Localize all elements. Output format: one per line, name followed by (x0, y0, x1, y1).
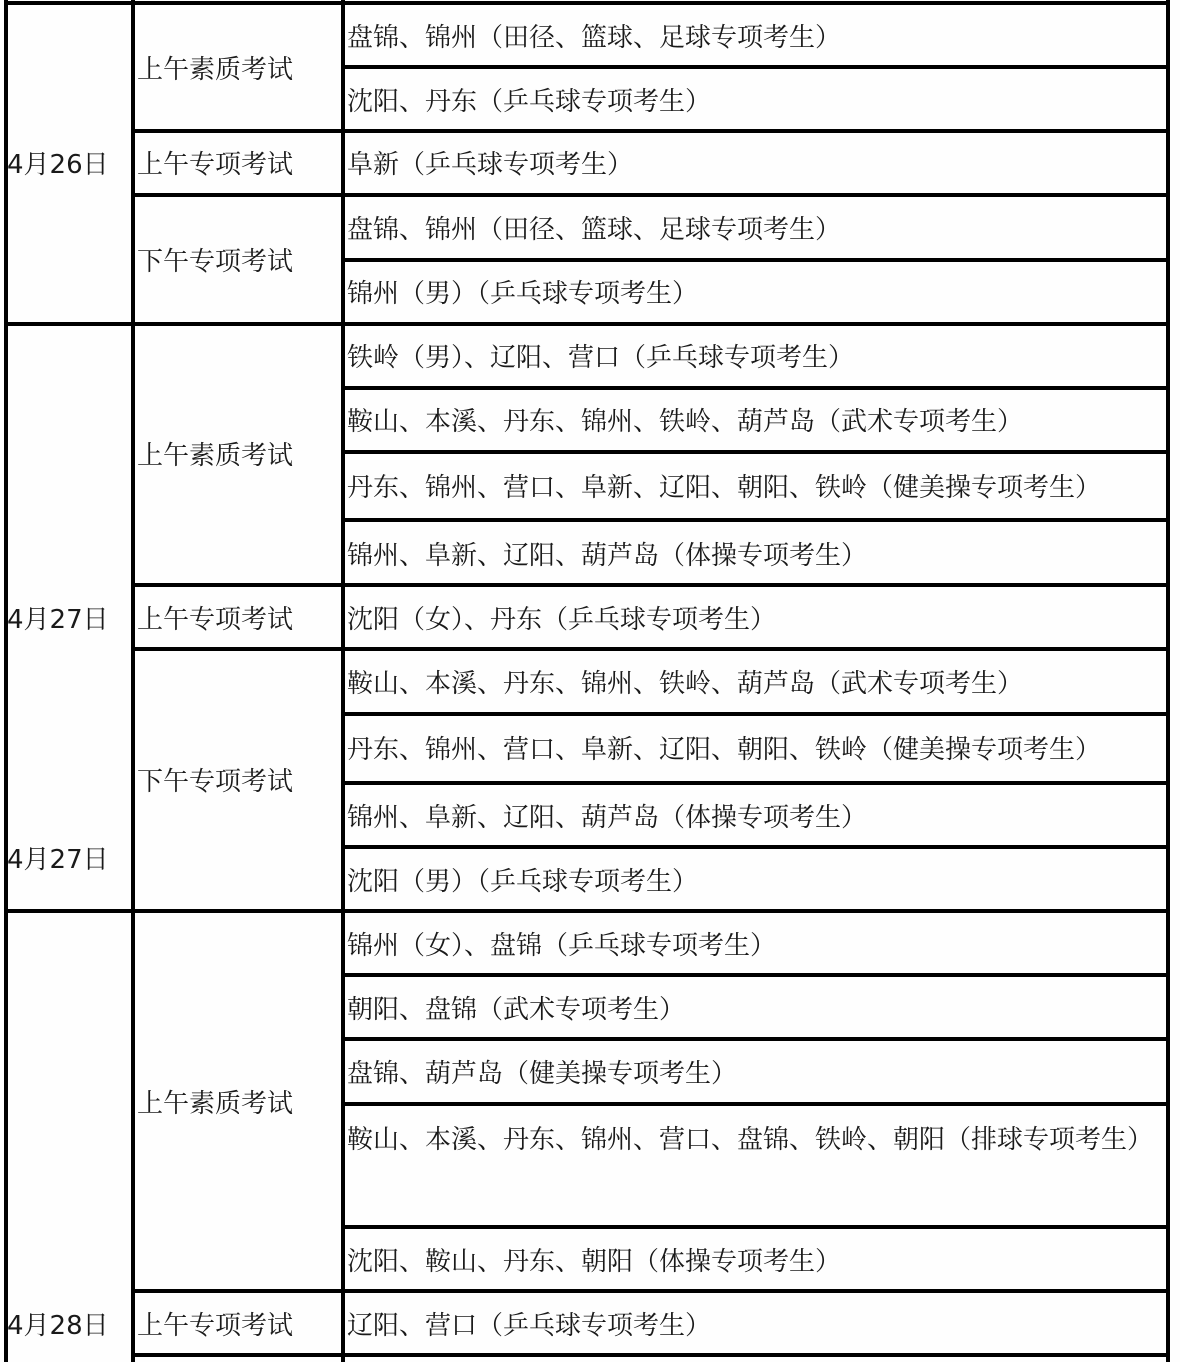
detail-cell: 沈阳（男）（乒乓球专项考生） (347, 867, 699, 897)
detail-cell: 沈阳、鞍山、丹东、朝阳（体操专项考生） (347, 1247, 842, 1277)
detail-cell: 沈阳、丹东（乒乓球专项考生） (347, 87, 712, 117)
session-divider (131, 1289, 1170, 1293)
session-divider (131, 1353, 1170, 1357)
detail-cell: 锦州（男）（乒乓球专项考生） (347, 279, 699, 309)
detail-divider (341, 65, 1170, 69)
table-border-left (4, 0, 8, 1362)
detail-cell: 辽阳、营口（乒乓球专项考生） (347, 1311, 712, 1341)
detail-cell: 铁岭（男）、辽阳、营口（乒乓球专项考生） (347, 343, 855, 373)
session-cell: 下午专项考试 (137, 767, 294, 797)
detail-divider (341, 258, 1170, 262)
date-cell: 4月26日 (7, 150, 109, 180)
detail-cell: 丹东、锦州、营口、阜新、辽阳、朝阳、铁岭（健美操专项考生） (347, 735, 1102, 765)
detail-cell: 朝阳、盘锦（武术专项考生） (347, 995, 686, 1025)
detail-divider (341, 450, 1170, 454)
date-divider (4, 322, 1170, 326)
row-divider (4, 1, 1170, 5)
column-divider-date (131, 0, 135, 1362)
date-cell: 4月27日 (7, 605, 109, 635)
detail-cell: 锦州（女）、盘锦（乒乓球专项考生） (347, 931, 777, 961)
detail-cell: 盘锦、锦州（田径、篮球、足球专项考生） (347, 23, 842, 53)
date-cell-repeat: 4月27日 (7, 845, 109, 875)
detail-cell: 丹东、锦州、营口、阜新、辽阳、朝阳、铁岭（健美操专项考生） (347, 473, 1102, 503)
detail-divider (341, 712, 1170, 716)
session-cell: 上午素质考试 (137, 441, 294, 471)
detail-divider (341, 973, 1170, 977)
detail-cell: 阜新（乒乓球专项考生） (347, 150, 634, 180)
session-divider (131, 583, 1170, 587)
detail-cell: 盘锦、葫芦岛（健美操专项考生） (347, 1059, 738, 1089)
session-cell: 上午素质考试 (137, 55, 294, 85)
detail-divider (341, 1037, 1170, 1041)
detail-cell: 盘锦、锦州（田径、篮球、足球专项考生） (347, 215, 842, 245)
detail-cell: 锦州、阜新、辽阳、葫芦岛（体操专项考生） (347, 803, 868, 833)
column-divider-session (341, 0, 345, 1362)
detail-cell: 鞍山、本溪、丹东、锦州、铁岭、葫芦岛（武术专项考生） (347, 407, 1024, 437)
session-cell: 上午专项考试 (137, 150, 294, 180)
session-divider (131, 193, 1170, 197)
detail-divider (341, 781, 1170, 785)
date-cell: 4月28日 (7, 1311, 109, 1341)
date-divider (4, 909, 1170, 913)
session-cell: 上午专项考试 (137, 1311, 294, 1341)
table-border-right (1166, 0, 1170, 1362)
session-cell: 上午专项考试 (137, 605, 294, 635)
detail-cell: 沈阳（女）、丹东（乒乓球专项考生） (347, 605, 777, 635)
detail-cell: 锦州、阜新、辽阳、葫芦岛（体操专项考生） (347, 541, 868, 571)
session-cell: 下午专项考试 (137, 247, 294, 277)
detail-divider (341, 845, 1170, 849)
detail-cell: 鞍山、本溪、丹东、锦州、铁岭、葫芦岛（武术专项考生） (347, 669, 1024, 699)
detail-divider (341, 386, 1170, 390)
detail-divider (341, 518, 1170, 522)
session-divider (131, 129, 1170, 133)
detail-cell: 鞍山、本溪、丹东、锦州、营口、盘锦、铁岭、朝阳（排球专项考生） (347, 1125, 1154, 1155)
session-divider (131, 647, 1170, 651)
session-cell: 上午素质考试 (137, 1089, 294, 1119)
